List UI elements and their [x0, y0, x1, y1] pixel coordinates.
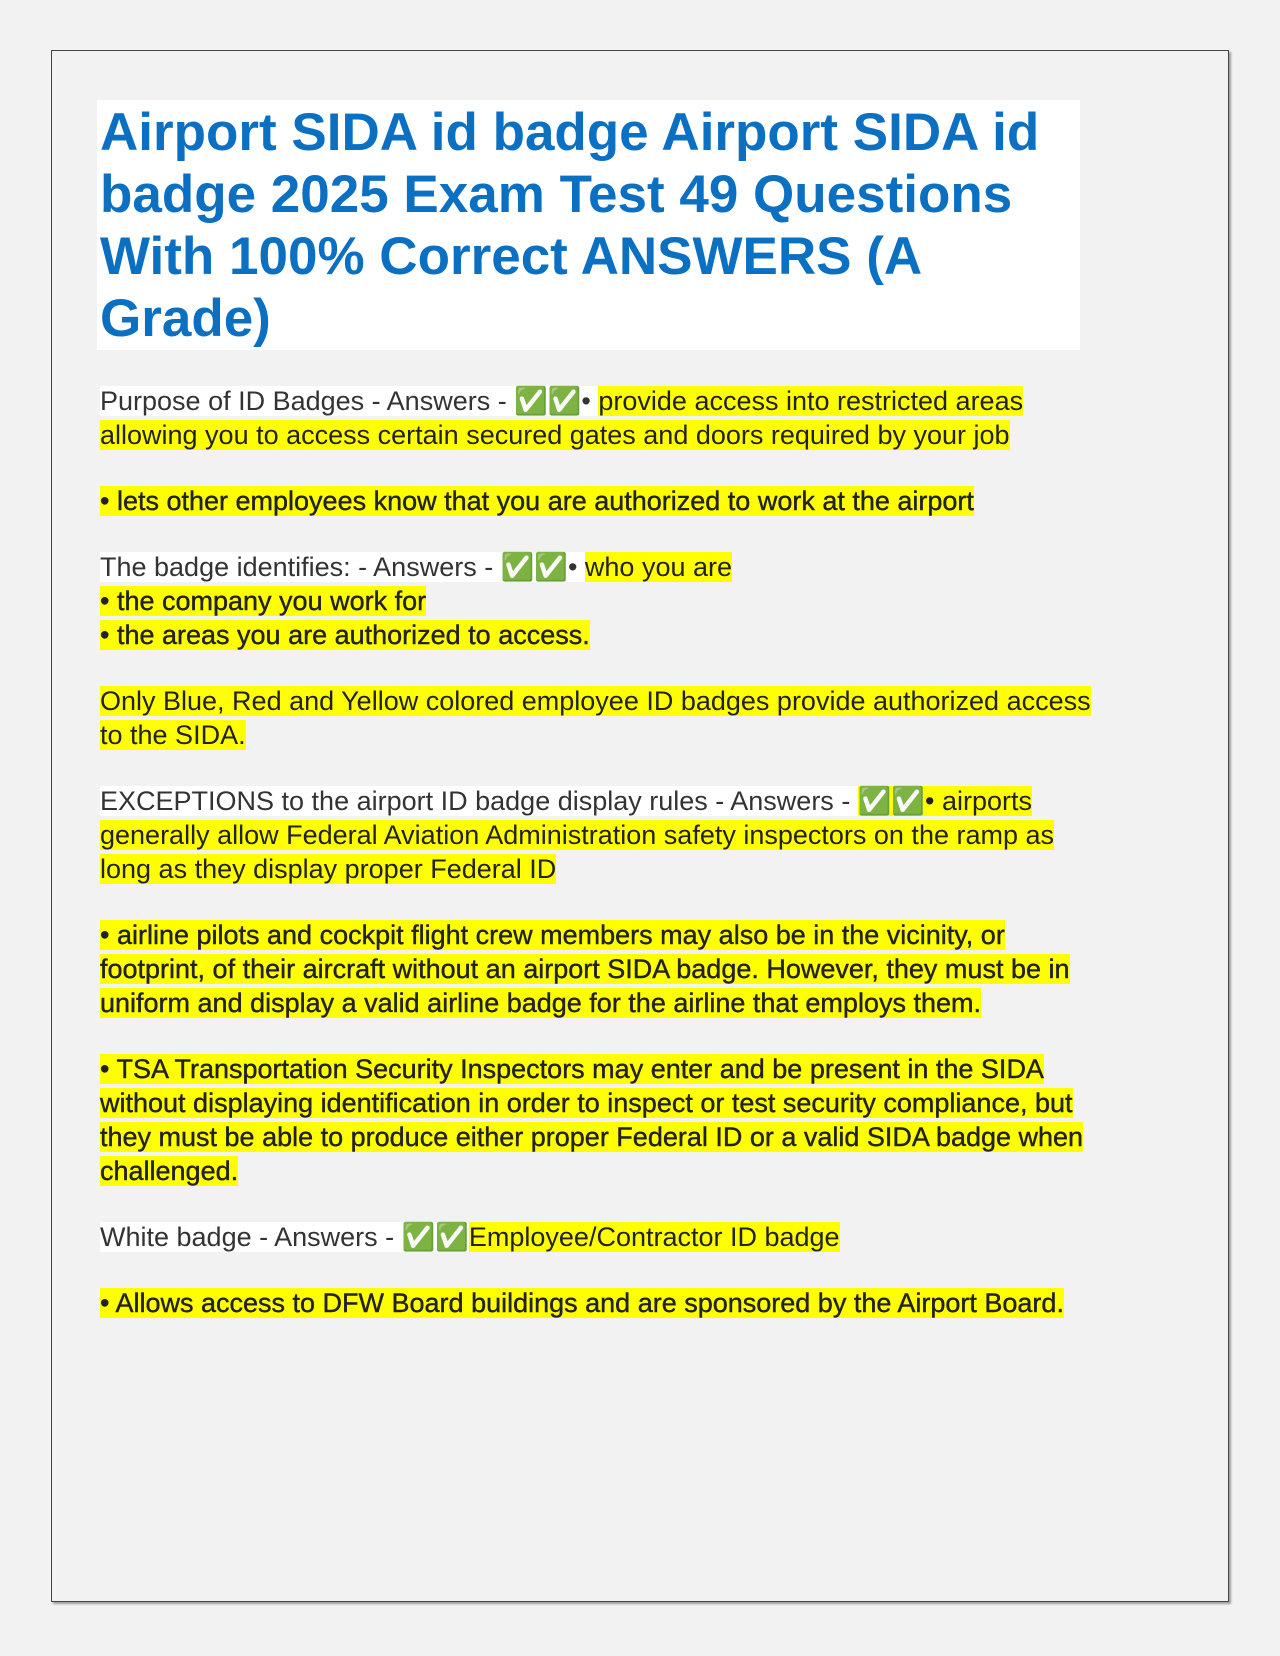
- qa-continuation: [100, 1286, 1100, 1320]
- answer-bullet: • lets other employees know that you are authorized to work at the airport: [100, 486, 974, 516]
- question-text: EXCEPTIONS to the airport ID badge display rules - Answers -: [100, 786, 858, 816]
- answer-bullet: • the company you work for: [100, 586, 427, 616]
- answer-bullet: • airline pilots and cockpit flight crew members may also be in the vicinity, or footprint, of their aircraft without an airport SIDA badge. However, they must be in uniform and display a valid airline badge for the airline that employs them.: [100, 920, 1070, 1018]
- qa-continuation: [100, 1052, 1100, 1188]
- question-text: The badge identifies: - Answers - ✅✅•: [100, 552, 585, 582]
- qa-continuation: [100, 484, 1100, 518]
- answer-text: Only Blue, Red and Yellow colored employee ID badges provide authorized access to the SIDA.: [100, 686, 1091, 750]
- title-block: [97, 100, 1080, 350]
- answer-text: ✅✅• airports generally allow Federal Aviation Administration safety inspectors on the ramp as long as they display proper Federal ID: [100, 786, 1055, 884]
- answer-text: Employee/Contractor ID badge: [468, 1222, 840, 1252]
- answer-bullet: • TSA Transportation Security Inspectors may enter and be present in the SIDA without displaying identification in order to inspect or test security compliance, but they must be able to produce either proper Federal ID or a valid SIDA badge when challenged.: [100, 1054, 1084, 1186]
- answer-bullet: • Allows access to DFW Board buildings and are sponsored by the Airport Board.: [100, 1288, 1064, 1318]
- answer-text: provide access into restricted areas allowing you to access certain secured gates and doors required by your job: [100, 386, 1024, 450]
- qa-entry-exceptions: [100, 784, 1100, 886]
- qa-continuation: [100, 684, 1100, 752]
- page-title: Airport SIDA id badge Airport SIDA id badge 2025 Exam Test 49 Questions With 100% Correct ANSWERS (A Grade): [100, 103, 1040, 348]
- qa-entry-white-badge: [100, 1220, 1100, 1254]
- qa-continuation: [100, 918, 1100, 1020]
- qa-entry-purpose: [100, 384, 1100, 452]
- question-text: Purpose of ID Badges - Answers - ✅✅•: [100, 386, 599, 416]
- answer-text: who you are: [584, 552, 732, 582]
- question-text: White badge - Answers - ✅✅: [100, 1222, 469, 1252]
- qa-entry-badge-identifies: [100, 550, 1100, 652]
- answer-bullet: • the areas you are authorized to access.: [100, 620, 590, 650]
- document-body: [100, 384, 1100, 1352]
